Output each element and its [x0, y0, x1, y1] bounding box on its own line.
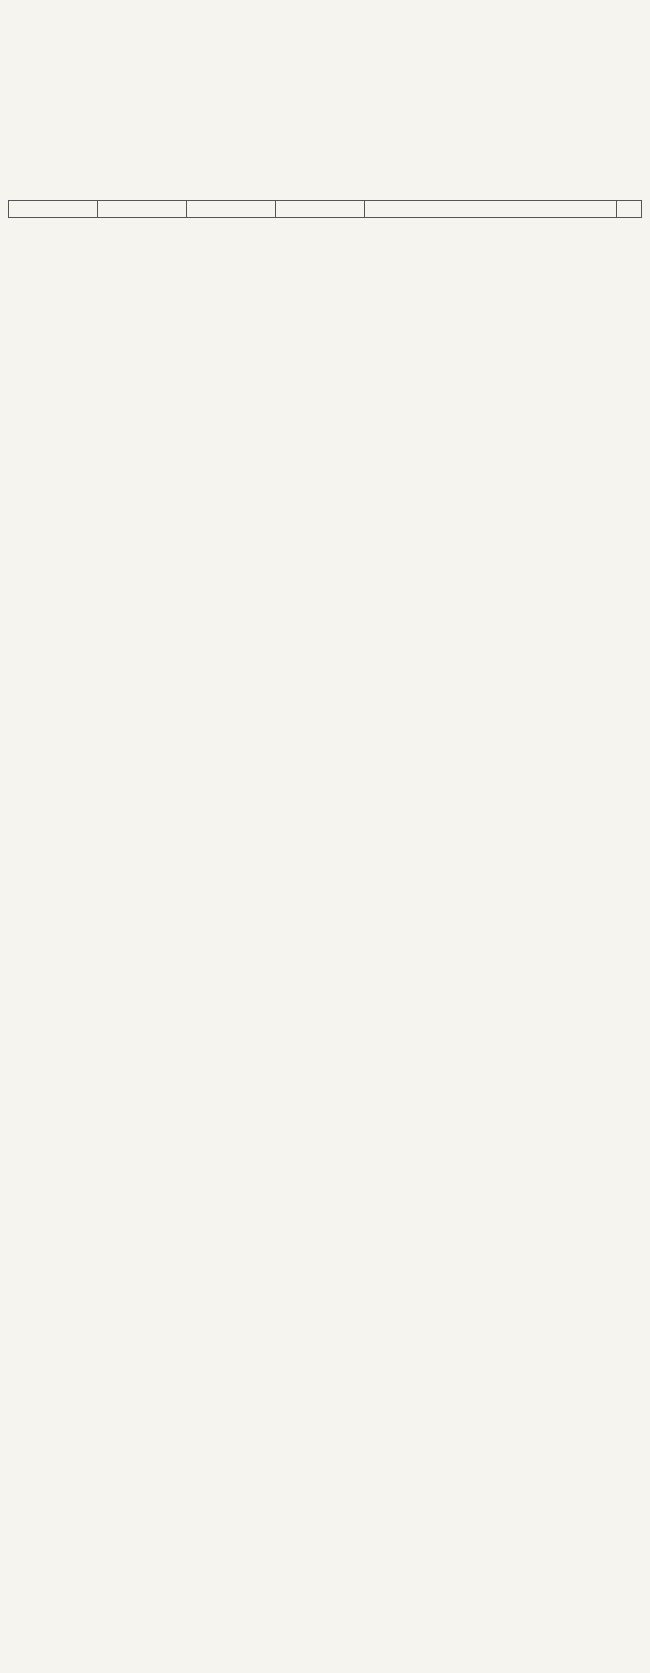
- mcq-header-row: [9, 201, 642, 218]
- mcq-table: [8, 200, 642, 218]
- watermark: [0, 691, 650, 1650]
- col-c: [98, 201, 187, 218]
- col-b: [187, 201, 276, 218]
- col-questions: [365, 201, 617, 218]
- p1-top-line: [8, 4, 642, 16]
- col-d: [9, 201, 98, 218]
- col-qn: [617, 201, 642, 218]
- col-a: [276, 201, 365, 218]
